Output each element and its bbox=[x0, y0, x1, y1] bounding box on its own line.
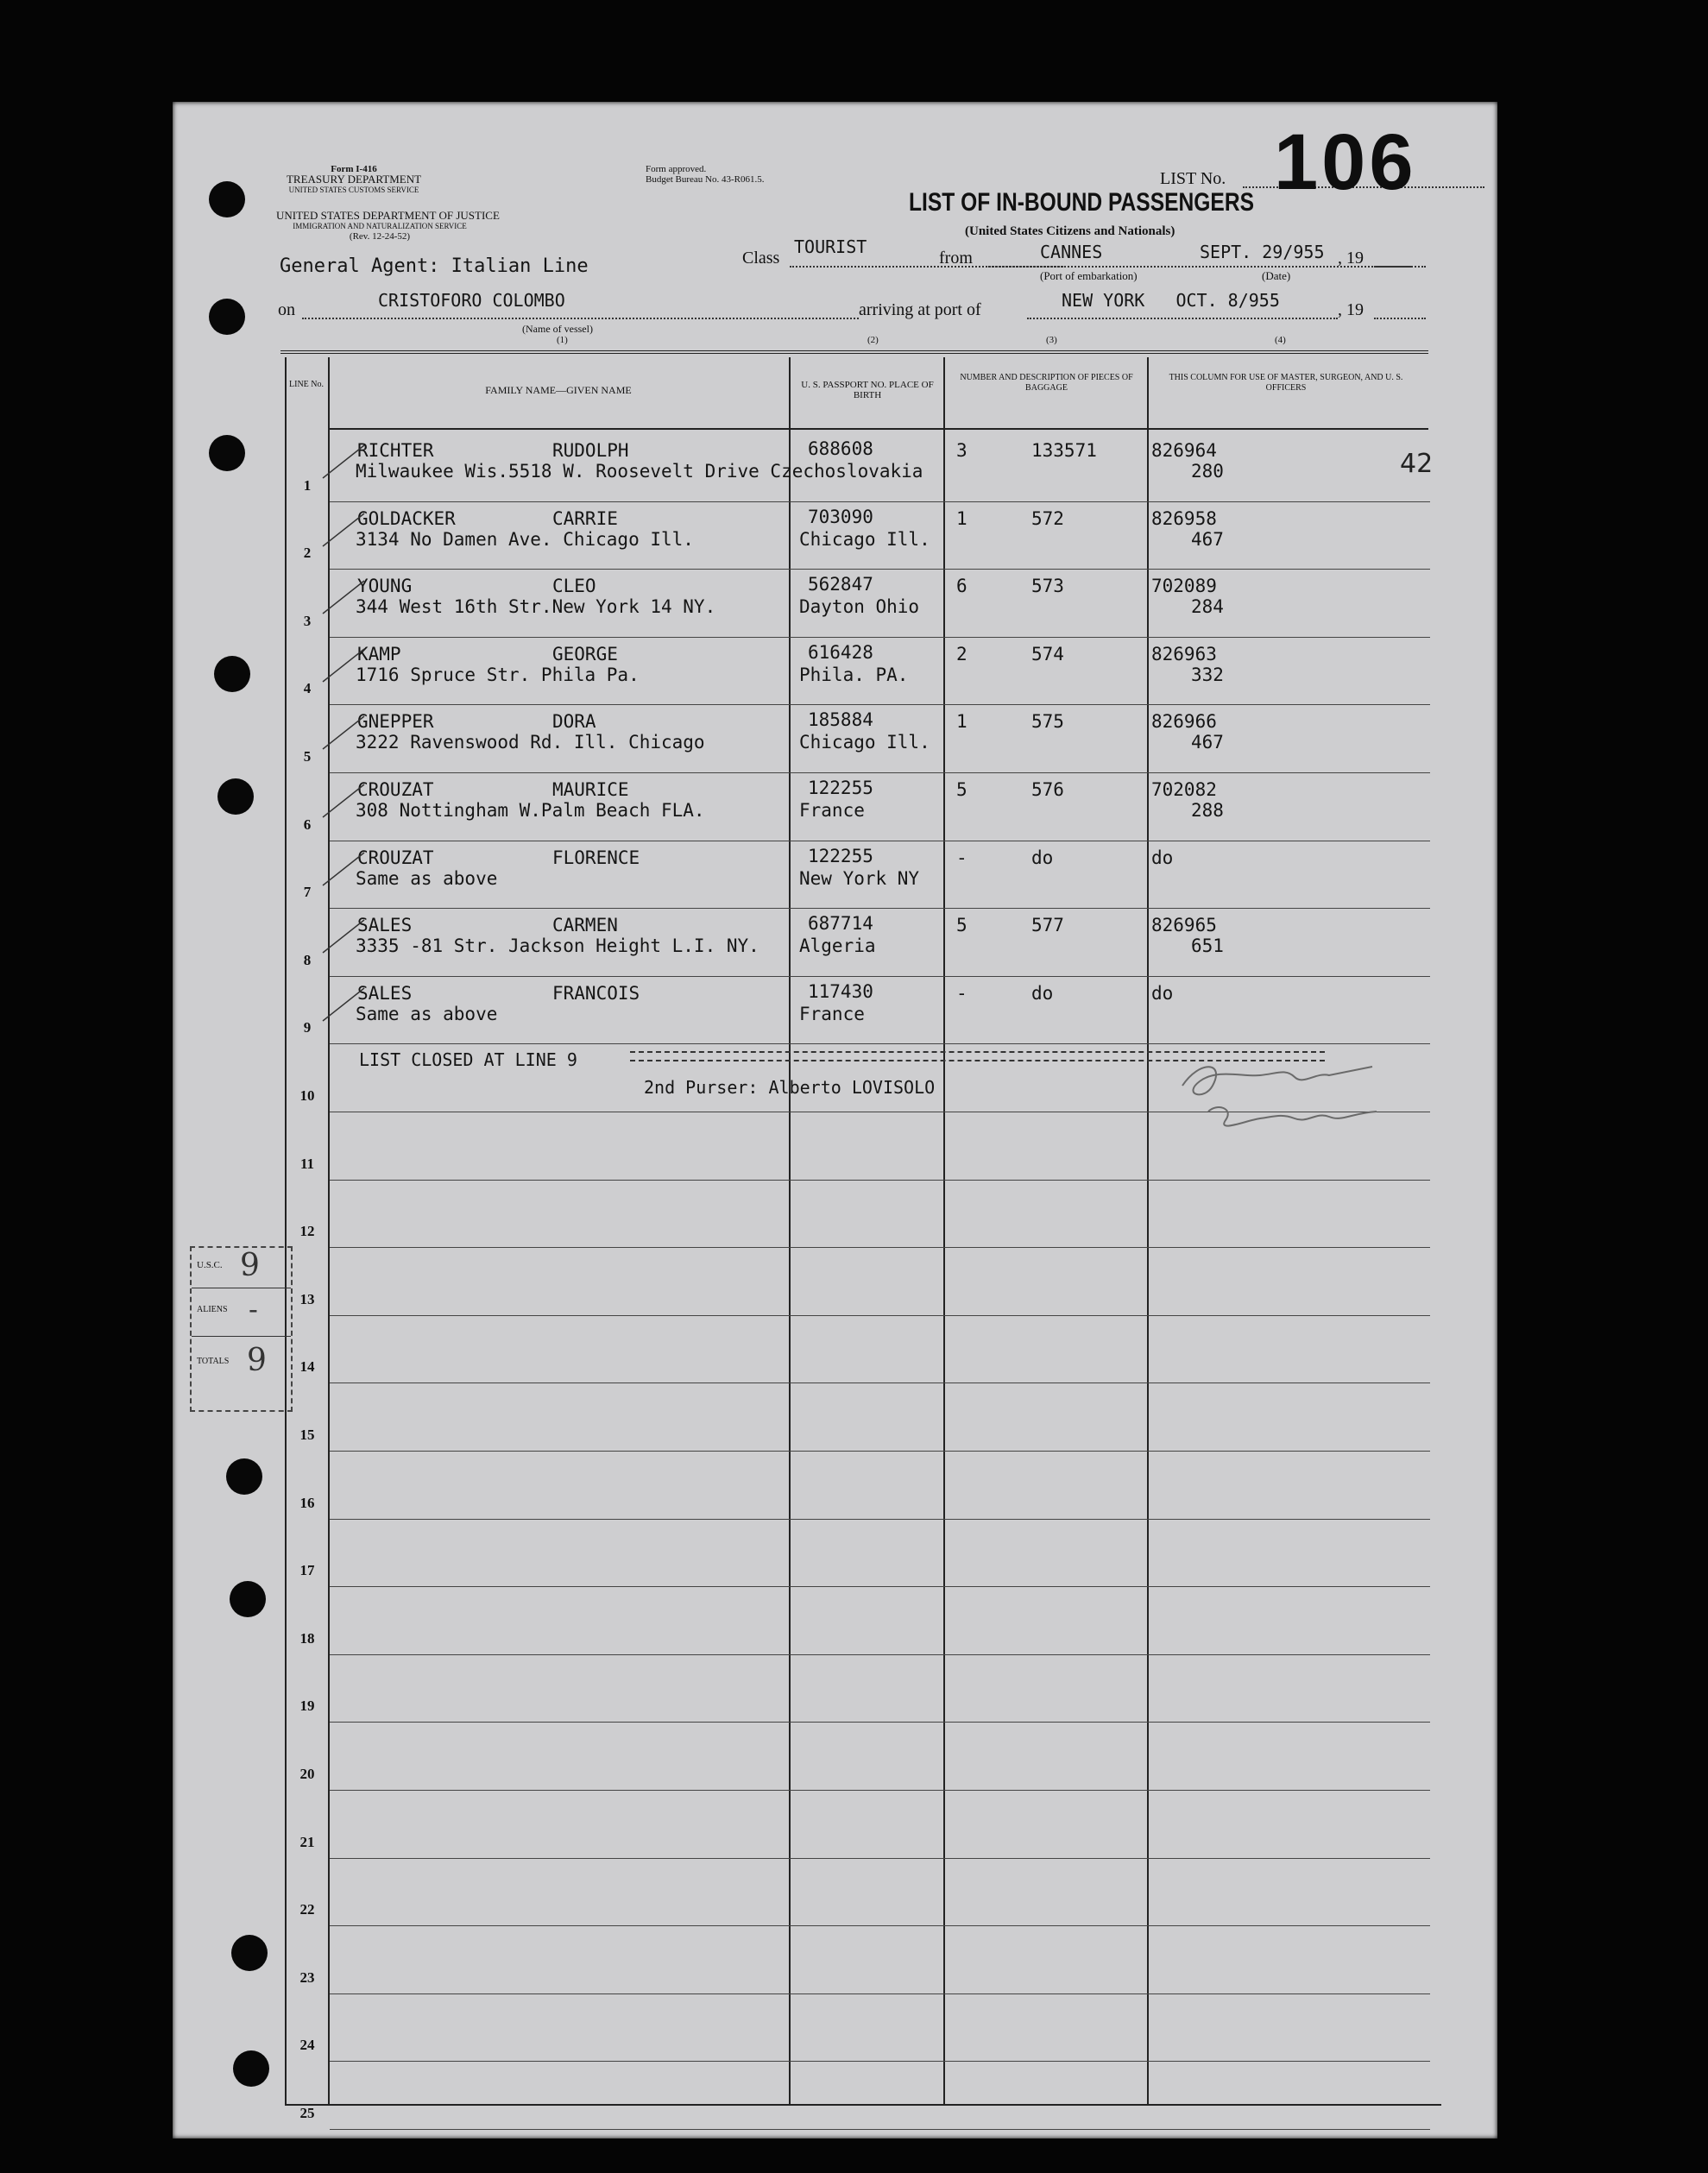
line-number: 14 bbox=[299, 1358, 315, 1376]
officer-number: 826966 bbox=[1151, 711, 1217, 733]
year-rule bbox=[1374, 266, 1426, 268]
place-of-birth: Dayton Ohio bbox=[799, 596, 920, 618]
manifest-sheet bbox=[173, 102, 1497, 2138]
vessel-rule bbox=[302, 318, 859, 319]
line-number: 6 bbox=[303, 816, 312, 833]
col-header-line-no: LINE No. bbox=[289, 380, 324, 389]
baggage-count: 1 bbox=[956, 711, 967, 733]
class-value: TOURIST bbox=[794, 236, 867, 257]
place-of-birth: Chicago Ill. bbox=[799, 732, 930, 753]
punch-hole bbox=[230, 1581, 266, 1617]
line-number: 7 bbox=[303, 884, 312, 901]
passenger-family-name: RICHTER bbox=[357, 440, 434, 461]
passenger-address: 344 West 16th Str.New York 14 NY. bbox=[356, 596, 716, 618]
row-rule bbox=[330, 1790, 1430, 1791]
baggage-number: do bbox=[1031, 982, 1054, 1004]
officer-signature bbox=[1165, 1051, 1398, 1155]
arrival-port-date: NEW YORK OCT. 8/955 bbox=[1062, 290, 1280, 311]
ins-name: IMMIGRATION AND NATURALIZATION SERVICE bbox=[293, 222, 467, 230]
col-header-passport: U. S. PASSPORT NO. PLACE OF BIRTH bbox=[801, 380, 934, 400]
row-rule bbox=[330, 501, 1430, 502]
sail-date: SEPT. 29/955 bbox=[1200, 242, 1325, 262]
baggage-col-rule bbox=[1147, 357, 1149, 2104]
row-rule bbox=[330, 772, 1430, 773]
line-number: 17 bbox=[299, 1562, 315, 1579]
check-mark bbox=[318, 510, 369, 553]
line-number: 4 bbox=[303, 680, 312, 697]
line-number: 19 bbox=[299, 1697, 315, 1715]
header-bottom-rule bbox=[328, 428, 1428, 430]
check-mark bbox=[318, 781, 369, 824]
passenger-family-name: CROUZAT bbox=[357, 779, 434, 800]
passport-number: 703090 bbox=[808, 506, 873, 527]
from-label: from bbox=[939, 249, 973, 268]
col-header-officers: THIS COLUMN FOR USE OF MASTER, SURGEON, AND U. S. OFFICERS bbox=[1169, 373, 1403, 393]
row-rule bbox=[330, 1722, 1430, 1723]
officer-sub-number: 284 bbox=[1191, 596, 1224, 618]
row-rule bbox=[330, 976, 1430, 977]
officer-number: 826964 bbox=[1151, 440, 1217, 461]
passenger-given-name: CARMEN bbox=[552, 915, 618, 936]
row-rule bbox=[330, 1043, 1430, 1044]
col-header-baggage: NUMBER AND DESCRIPTION OF PIECES OF BAGGAGE bbox=[960, 373, 1133, 393]
tally-aliens-value: - bbox=[249, 1293, 258, 1326]
line-number: 25 bbox=[299, 2105, 315, 2121]
passenger-address: 3335 -81 Str. Jackson Height L.I. NY. bbox=[356, 935, 759, 957]
officer-sub-number: 288 bbox=[1191, 800, 1224, 821]
form-number: Form I-416 bbox=[331, 164, 377, 174]
passenger-given-name: RUDOLPH bbox=[552, 440, 629, 461]
passport-number: 687714 bbox=[808, 913, 873, 935]
check-mark bbox=[318, 849, 369, 892]
officer-number: 826965 bbox=[1151, 915, 1217, 936]
tally-usc-value: 9 bbox=[240, 1248, 260, 1283]
officer-number: do bbox=[1151, 982, 1174, 1004]
line-number: 12 bbox=[299, 1223, 315, 1240]
line-number: 22 bbox=[299, 1901, 315, 1918]
baggage-count: 3 bbox=[956, 440, 967, 461]
arriving-label: arriving at port of bbox=[859, 300, 981, 319]
passenger-address: 3134 No Damen Ave. Chicago Ill. bbox=[356, 528, 694, 550]
year-rule-2 bbox=[1374, 318, 1426, 319]
punch-hole bbox=[209, 299, 245, 335]
line-number: 2 bbox=[303, 545, 312, 562]
passenger-given-name: MAURICE bbox=[552, 779, 629, 800]
row-rule bbox=[330, 1654, 1430, 1655]
punch-hole bbox=[226, 1458, 262, 1495]
arrival-rule bbox=[1027, 318, 1338, 319]
general-agent: General Agent: Italian Line bbox=[280, 255, 589, 277]
margin-note: 42 bbox=[1400, 449, 1434, 479]
passenger-address: Same as above bbox=[356, 867, 498, 889]
approval-block bbox=[646, 164, 764, 185]
passport-number: 562847 bbox=[808, 574, 873, 595]
baggage-count: - bbox=[956, 982, 967, 1004]
line-number: 20 bbox=[299, 1766, 315, 1782]
passenger-family-name: YOUNG bbox=[357, 576, 413, 597]
passenger-family-name: CROUZAT bbox=[357, 847, 434, 868]
form-header-left bbox=[255, 164, 453, 195]
officer-sub-number: 280 bbox=[1191, 461, 1224, 482]
punch-hole bbox=[214, 656, 250, 692]
officer-number: 826958 bbox=[1151, 507, 1217, 529]
tally-usc-label: U.S.C. bbox=[197, 1260, 223, 1270]
place-of-birth: France bbox=[799, 1003, 865, 1024]
table-top-rule bbox=[280, 350, 1428, 354]
passport-number: 122255 bbox=[808, 778, 873, 798]
row-rule bbox=[330, 1993, 1430, 1994]
row-rule bbox=[330, 2061, 1430, 2062]
table-left-rule bbox=[285, 357, 287, 2104]
officer-number: do bbox=[1151, 847, 1174, 868]
place-of-birth: Chicago Ill. bbox=[799, 528, 930, 550]
tally-total-value: 9 bbox=[247, 1343, 267, 1378]
row-rule bbox=[330, 1180, 1430, 1181]
line-number: 18 bbox=[299, 1629, 315, 1647]
line-number: 9 bbox=[303, 1019, 312, 1036]
check-mark bbox=[318, 985, 369, 1028]
check-mark bbox=[318, 442, 369, 485]
check-mark bbox=[318, 577, 369, 620]
punch-hole bbox=[217, 778, 254, 815]
line-number: 5 bbox=[303, 748, 312, 765]
tally-aliens-label: ALIENS bbox=[197, 1305, 228, 1314]
place-of-birth: New York NY bbox=[799, 867, 920, 889]
passenger-given-name: CARRIE bbox=[552, 507, 618, 529]
approved-text: Form approved. bbox=[646, 164, 707, 174]
punch-hole bbox=[209, 435, 245, 471]
place-of-birth: Phila. PA. bbox=[799, 664, 909, 685]
line-number: 11 bbox=[299, 1155, 315, 1172]
passenger-family-name: GNEPPER bbox=[357, 711, 434, 733]
baggage-count: 5 bbox=[956, 915, 967, 936]
officer-number: 826963 bbox=[1151, 643, 1217, 664]
budget-text: Budget Bureau No. 43-R061.5. bbox=[646, 174, 765, 185]
passenger-given-name: DORA bbox=[552, 711, 596, 733]
on-label: on bbox=[278, 300, 295, 319]
date-caption: (Date) bbox=[1262, 269, 1291, 282]
passenger-address: 3222 Ravenswood Rd. Ill. Chicago bbox=[356, 732, 705, 753]
line-number: 10 bbox=[299, 1087, 315, 1104]
passport-number: 122255 bbox=[808, 845, 873, 866]
form-title: LIST OF IN-BOUND PASSENGERS bbox=[909, 188, 1255, 217]
col-num-4: (4) bbox=[1275, 335, 1286, 345]
officer-number: 702082 bbox=[1151, 779, 1217, 800]
line-number: 16 bbox=[299, 1494, 315, 1511]
punch-hole bbox=[231, 1935, 268, 1971]
officer-sub-number: 651 bbox=[1191, 935, 1224, 957]
check-mark bbox=[318, 646, 369, 689]
line-number: 23 bbox=[299, 1968, 315, 1986]
baggage-count: 1 bbox=[956, 507, 967, 529]
passenger-given-name: CLEO bbox=[552, 576, 596, 597]
passport-col-rule bbox=[943, 357, 945, 2104]
passenger-address: Milwaukee Wis.5518 W. Roosevelt Drive Czechoslovakia bbox=[356, 461, 923, 482]
passenger-family-name: SALES bbox=[357, 982, 413, 1004]
baggage-count: 5 bbox=[956, 779, 967, 800]
dept-name: TREASURY DEPARTMENT bbox=[286, 173, 422, 186]
place-of-birth: France bbox=[799, 800, 865, 821]
row-rule bbox=[330, 569, 1430, 570]
officer-sub-number: 467 bbox=[1191, 732, 1224, 753]
justice-block bbox=[276, 209, 500, 242]
col-header-name: FAMILY NAME—GIVEN NAME bbox=[485, 384, 632, 396]
baggage-number: 572 bbox=[1031, 507, 1064, 529]
list-no-label: LIST No. bbox=[1160, 169, 1226, 188]
baggage-count: - bbox=[956, 847, 967, 868]
passenger-family-name: KAMP bbox=[357, 643, 401, 664]
passenger-family-name: SALES bbox=[357, 915, 413, 936]
customs-name: UNITED STATES CUSTOMS SERVICE bbox=[288, 186, 419, 194]
year-suffix-2: , 19 bbox=[1338, 300, 1364, 319]
year-suffix: , 19 bbox=[1338, 249, 1364, 268]
baggage-number: 576 bbox=[1031, 779, 1064, 800]
row-rule bbox=[330, 2129, 1430, 2130]
baggage-number: 573 bbox=[1031, 576, 1064, 597]
check-mark bbox=[318, 713, 369, 756]
passport-number: 117430 bbox=[808, 980, 873, 1002]
line-number: 13 bbox=[299, 1290, 315, 1307]
punch-hole bbox=[209, 181, 245, 217]
passenger-given-name: GEORGE bbox=[552, 643, 618, 664]
line-number: 1 bbox=[303, 476, 312, 494]
passenger-address: 308 Nottingham W.Palm Beach FLA. bbox=[356, 800, 705, 821]
vessel-caption: (Name of vessel) bbox=[522, 323, 593, 335]
rev-date: (Rev. 12-24-52) bbox=[349, 231, 411, 242]
tally-divider bbox=[192, 1336, 291, 1337]
officer-number: 702089 bbox=[1151, 576, 1217, 597]
passport-number: 616428 bbox=[808, 641, 873, 663]
passenger-family-name: GOLDACKER bbox=[357, 507, 456, 529]
row-rule bbox=[330, 908, 1430, 909]
punch-hole bbox=[233, 2050, 269, 2087]
row-rule bbox=[330, 1925, 1430, 1926]
tally-total-label: TOTALS bbox=[197, 1357, 230, 1366]
passport-number: 185884 bbox=[808, 709, 873, 731]
name-col-rule bbox=[789, 357, 791, 2104]
baggage-number: 133571 bbox=[1031, 440, 1097, 461]
check-mark bbox=[318, 916, 369, 960]
line-number: 8 bbox=[303, 951, 312, 968]
passport-number: 688608 bbox=[808, 438, 873, 459]
purser-text: 2nd Purser: Alberto LOVISOLO bbox=[644, 1077, 936, 1098]
passenger-address: 1716 Spruce Str. Phila Pa. bbox=[356, 664, 640, 685]
line-number: 21 bbox=[299, 1833, 315, 1850]
table-bottom-rule bbox=[285, 2104, 1441, 2106]
passenger-given-name: FRANCOIS bbox=[552, 982, 640, 1004]
col-num-2: (2) bbox=[867, 335, 879, 345]
row-rule bbox=[330, 1451, 1430, 1452]
passenger-address: Same as above bbox=[356, 1003, 498, 1024]
officer-sub-number: 332 bbox=[1191, 664, 1224, 685]
vessel-name: CRISTOFORO COLOMBO bbox=[378, 290, 565, 311]
passenger-given-name: FLORENCE bbox=[552, 847, 640, 868]
officer-sub-number: 467 bbox=[1191, 528, 1224, 550]
list-number: 106 bbox=[1274, 118, 1417, 206]
row-rule bbox=[330, 637, 1430, 638]
tally-box bbox=[190, 1246, 293, 1412]
port-caption: (Port of embarkation) bbox=[1040, 269, 1138, 282]
vessel-col-num: (1) bbox=[557, 335, 568, 345]
row-rule bbox=[330, 1586, 1430, 1587]
baggage-number: 575 bbox=[1031, 711, 1064, 733]
baggage-number: do bbox=[1031, 847, 1054, 868]
row-rule bbox=[330, 704, 1430, 705]
place-of-birth: Algeria bbox=[799, 935, 876, 957]
line-number: 15 bbox=[299, 1427, 315, 1443]
row-rule bbox=[330, 1858, 1430, 1859]
form-subtitle: (United States Citizens and Nationals) bbox=[965, 224, 1175, 238]
baggage-count: 6 bbox=[956, 576, 967, 597]
class-label: Class bbox=[742, 249, 780, 268]
embark-port: CANNES bbox=[1040, 242, 1103, 262]
baggage-number: 574 bbox=[1031, 643, 1064, 664]
line-number: 3 bbox=[303, 612, 312, 629]
row-rule bbox=[330, 1247, 1430, 1248]
baggage-count: 2 bbox=[956, 643, 967, 664]
baggage-number: 577 bbox=[1031, 915, 1064, 936]
justice-name: UNITED STATES DEPARTMENT OF JUSTICE bbox=[276, 209, 500, 222]
col-num-3: (3) bbox=[1046, 335, 1057, 345]
row-rule bbox=[330, 1519, 1430, 1520]
list-closed-text: LIST CLOSED AT LINE 9 bbox=[359, 1049, 577, 1070]
row-rule bbox=[330, 1315, 1430, 1316]
line-number: 24 bbox=[299, 2037, 315, 2054]
